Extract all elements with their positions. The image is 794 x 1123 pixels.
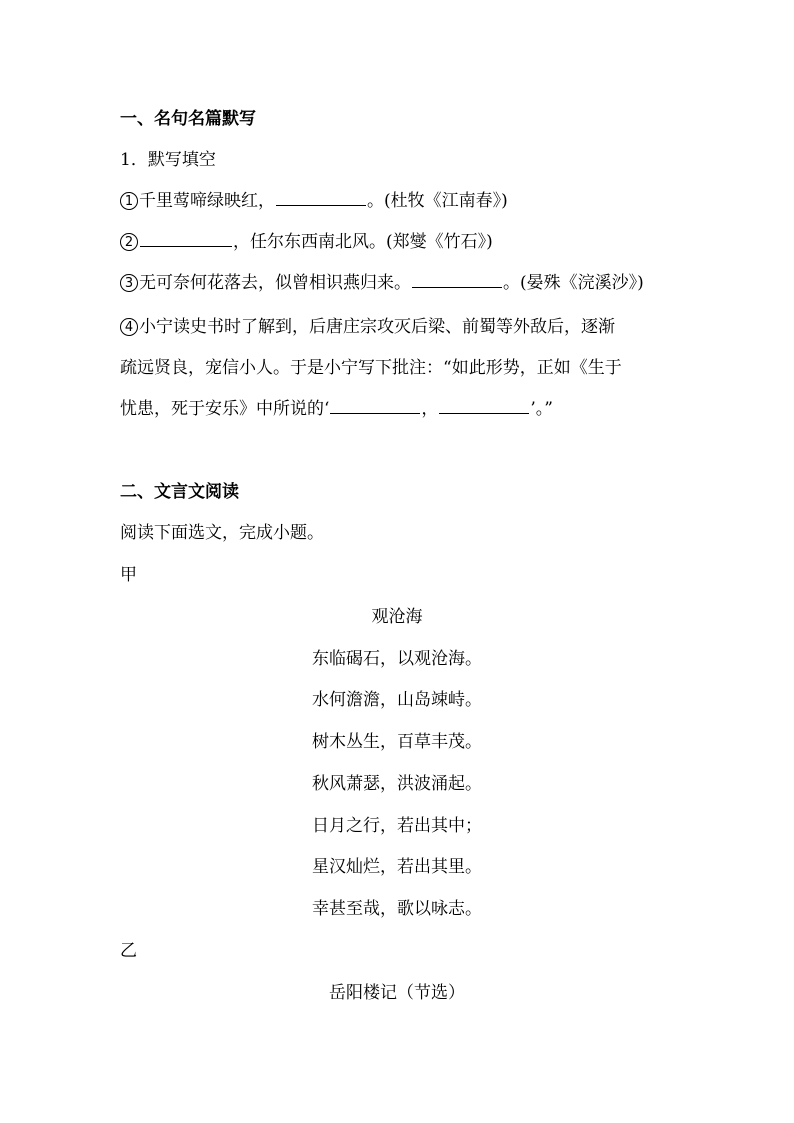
- poem-line: 水何澹澹，山岛竦峙。: [312, 690, 482, 710]
- item-3-after: 。(晏殊《浣溪沙》): [503, 273, 644, 293]
- poem-line: 星汉灿烂，若出其里。: [312, 857, 482, 877]
- poem-line: 幸甚至哉，歌以咏志。: [312, 899, 482, 919]
- answer-blank-1[interactable]: [276, 189, 366, 206]
- item-1-after: 。(杜牧《江南春》): [367, 191, 508, 211]
- poem-line: 东临碣石，以观沧海。: [312, 649, 482, 669]
- poem-title: 观沧海: [371, 607, 423, 627]
- part-b-label: 乙: [120, 941, 137, 961]
- item-3-before: 无可奈何花落去，似曾相识燕归来。: [139, 273, 411, 293]
- fill-item-2: [120, 230, 688, 254]
- answer-blank-4b[interactable]: [439, 397, 529, 414]
- part-b-title: 岳阳楼记（节选）: [329, 983, 465, 1003]
- circled-number-1: 1: [120, 192, 138, 210]
- fill-item-1: [120, 189, 688, 213]
- fill-item-4-line-3: [120, 397, 688, 421]
- part-a-label: 甲: [120, 565, 137, 585]
- item-4-line-3-after: ’。”: [530, 399, 554, 419]
- poem-line: 日月之行，若出其中；: [312, 816, 482, 836]
- reading-instruction: 阅读下面选文，完成小题。: [120, 523, 324, 543]
- circled-number-2: 2: [120, 233, 138, 251]
- circled-number-4: 4: [120, 318, 138, 336]
- poem-line: 树木丛生，百草丰茂。: [312, 732, 482, 752]
- item-4-line-3-before: 忧患，死于安乐》中所说的‘: [120, 399, 330, 419]
- item-4-line-1: 小宁读史书时了解到，后唐庄宗攻灭后梁、前蜀等外敌后，逐渐: [139, 317, 615, 337]
- poem-line: 秋风萧瑟，洪波涌起。: [312, 774, 482, 794]
- item-1-before: 千里莺啼绿映红，: [139, 191, 275, 211]
- section-1-title: 一、名句名篇默写: [120, 109, 256, 129]
- answer-blank-2[interactable]: [140, 230, 232, 247]
- section-2-title: 二、文言文阅读: [120, 482, 239, 502]
- question-1-label: 1．默写填空: [120, 150, 216, 170]
- item-4-line-3-mid: ，: [421, 399, 439, 419]
- fill-item-4-line-1: [120, 315, 688, 339]
- circled-number-3: 3: [120, 274, 138, 292]
- fill-item-3: [120, 271, 688, 295]
- answer-blank-4a[interactable]: [330, 397, 420, 414]
- item-4-line-2: 疏远贤良，宠信小人。于是小宁写下批注：“如此形势，正如《生于: [120, 358, 622, 378]
- answer-blank-3[interactable]: [412, 271, 502, 288]
- item-2-after: ，任尔东西南北风。(郑燮《竹石》): [233, 232, 493, 252]
